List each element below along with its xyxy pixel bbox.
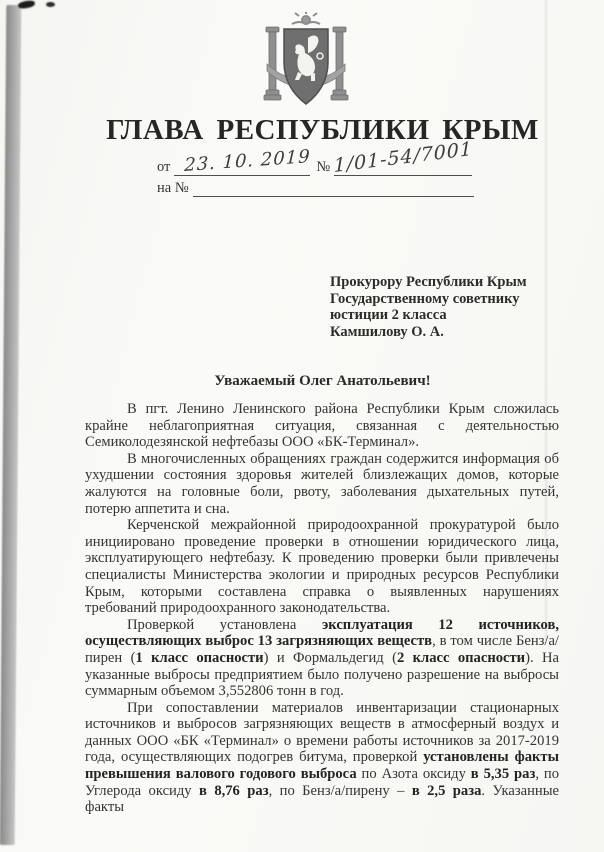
- text-segment: При сопоставлении материалов инвентаризации стационарных источников и выбросов загрязняющих веществ в атмосферный воздух и данных ООО «БК «Терминал» о времени работы источников за 2017-2019 года, осуществляющих подогрев битума, проверкой: [85, 699, 559, 766]
- reference-block: [157, 137, 477, 197]
- ref-incoming-underline: [193, 179, 474, 197]
- ref-number-handwritten: 1/01-54/7001: [333, 137, 474, 177]
- emblem-column-left: [264, 27, 281, 100]
- letter-body: [85, 401, 559, 816]
- letterhead-title: ГЛАВА РЕСПУБЛИКИ КРЫМ: [106, 114, 539, 146]
- text-segment: . Указанные факты: [85, 782, 559, 816]
- body-paragraph: [85, 401, 559, 451]
- text-segment: Проверкой установлена: [127, 616, 322, 633]
- text-segment: по Азота оксиду: [356, 766, 471, 783]
- addressee-line: Камшилову О. А.: [330, 323, 444, 340]
- text-segment: ) и Формальдегид (: [263, 649, 397, 666]
- text-segment-bold: в 5,35 раз: [470, 766, 536, 783]
- ref-incoming-label: на №: [157, 180, 189, 196]
- ref-date-underline: [174, 146, 312, 176]
- emblem-column-right: [331, 27, 348, 100]
- reference-row-outgoing: [157, 137, 477, 177]
- ref-number-underline: [333, 137, 474, 177]
- body-paragraph: [85, 700, 559, 816]
- ref-number-label: №: [316, 159, 331, 175]
- body-paragraph: [85, 451, 559, 517]
- salutation: Уважаемый Олег Анатольевич!: [214, 373, 431, 389]
- text-segment: В пгт. Ленино Ленинского района Республики Крым сложилась крайне неблагоприятная ситуация, связанная с деятельностью Семиколодезянской нефтебазы ООО «БК-Терминал».: [85, 401, 559, 451]
- text-segment: ). На указанные выбросы предприятием было получено разрешение на выбросы суммарным объемом 3,552806 тонн в год.: [85, 649, 559, 700]
- text-segment-bold: 2 класс опасности: [396, 649, 526, 666]
- scan-edge-artifact: [0, 5, 21, 845]
- body-paragraph: [85, 517, 559, 617]
- scan-smudge: [18, 0, 36, 9]
- text-segment-bold: в 8,76 раз: [199, 782, 269, 799]
- addressee-line: юстиции 2 класса: [330, 307, 447, 323]
- text-segment-bold: 1 класс опасности: [135, 649, 264, 666]
- text-segment: , по Углерода оксиду: [85, 766, 559, 799]
- text-segment: В многочисленных обращениях граждан содержится информация об ухудшении состояния здоровья жителей близлежащих домов, которые жалуются на головные боли, рвоту, заболевания дыхательных путей, потерю аппетита и сна.: [85, 450, 559, 517]
- reference-row-incoming: [157, 179, 477, 197]
- addressee-line: Государственному советнику: [330, 290, 520, 307]
- crimea-coat-of-arms: [260, 12, 352, 108]
- scan-smudge: [46, 2, 55, 7]
- body-paragraph: [85, 617, 559, 700]
- addressee-block: [330, 274, 570, 340]
- text-segment: , по Бенз/а/пирену –: [268, 782, 412, 799]
- ref-from-label: от: [157, 159, 171, 175]
- text-segment: , в том числе Бенз/а/пирен (: [85, 633, 559, 666]
- text-segment-bold: установлены факты превышения валового годового выброса: [85, 749, 559, 783]
- text-segment: Керченской межрайонной природоохранной прокуратурой было инициировано проведение проверки в отношении юридического лица, эксплуатирующего нефтебазу. К проведению проверки были привлечены специалисты Министерства экологии и природных ресурсов Республики Крым, которыми составлена справка о выявленных нарушениях требований природоохранного законодательства.: [85, 517, 559, 617]
- ref-date-handwritten: 23. 10. 2019: [184, 146, 312, 176]
- text-segment-bold: эксплуатация 12 источников, осуществляющих выброс 13 загрязняющих веществ: [85, 616, 560, 650]
- emblem-sun-ornament: [292, 12, 320, 24]
- addressee-line: Прокурору Республики Крым: [330, 274, 527, 290]
- text-segment-bold: в 2,5 раза: [411, 782, 482, 799]
